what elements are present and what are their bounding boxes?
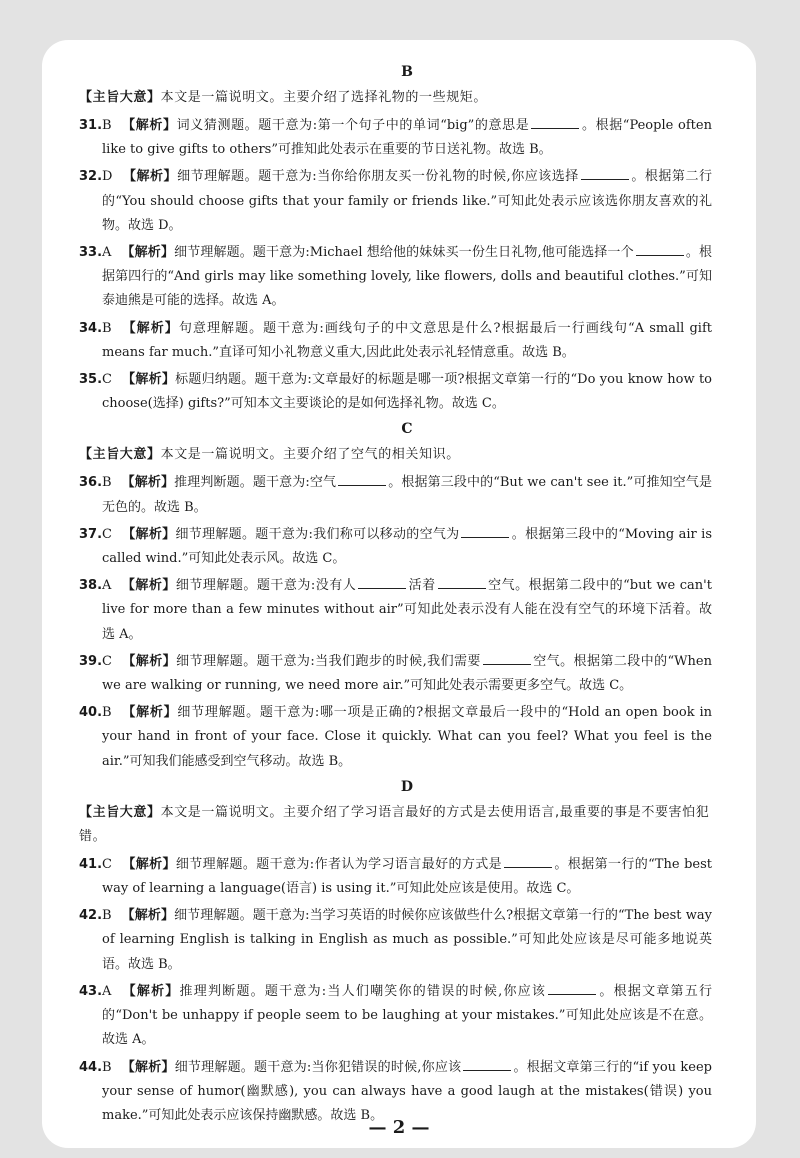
question-number: 44.	[79, 1059, 103, 1075]
analysis-text: 细节理解题。题干意为:我们称可以移动的空气为	[175, 526, 460, 542]
question-number: 40.	[79, 705, 103, 721]
analysis-text: 句意理解题。题干意为:画线句子的中文意思是什么?根据最后一行画线句“A small gift means far much.”直译可知小礼物意义重大,因此此处表示礼轻情意重。故选 B。	[102, 320, 712, 360]
answer-blank	[338, 473, 386, 486]
answer-letter: D	[102, 169, 113, 185]
analysis-text: 标题归纳题。题干意为:文章最好的标题是哪一项?根据文章第一行的“Do you know how to choose(选择) gifts?”可知本文主要谈论的是如何选择礼物。故选 C。	[102, 372, 712, 412]
question-41	[79, 853, 712, 901]
summary-tag: 【主旨大意】	[79, 447, 161, 463]
question-32	[79, 165, 712, 238]
analysis-text: 细节理解题。题干意为:当你给你朋友买一份礼物的时候,你应该选择	[177, 169, 579, 185]
answer-letter: C	[102, 856, 112, 872]
answer-blank	[531, 116, 579, 129]
answer-blank	[461, 525, 509, 538]
analysis-text: 词义猜测题。题干意为:第一个句子中的单词“big”的意思是	[176, 118, 530, 133]
question-number: 31.	[79, 118, 103, 133]
page-number: — 2 —	[368, 1117, 430, 1138]
question-number: 32.	[79, 169, 103, 185]
summary-text: 本文是一篇说明文。主要介绍了空气的相关知识。	[160, 447, 460, 463]
answer-blank	[504, 855, 552, 868]
answer-blank	[581, 167, 629, 180]
question-number: 38.	[79, 578, 103, 594]
analysis-text-cont: 空气。根据第二段中的“When we are walking or running, we need more air.”可知此处表示需要更多空气。故选 C。	[102, 653, 712, 694]
question-number: 42.	[79, 908, 103, 924]
section-letter-b: B	[401, 64, 413, 80]
question-43	[79, 980, 712, 1053]
analysis-text: 推理判断题。题干意为:空气	[174, 475, 337, 491]
question-33	[79, 241, 712, 314]
question-40	[79, 701, 712, 774]
analysis-tag: 【解析】	[121, 526, 176, 542]
answer-letter: B	[102, 118, 112, 133]
analysis-text-cont: 。根据第二行的“You should choose gifts that your family or friends like.”可知此处表示应该选你朋友喜欢的礼物。故选 D。	[102, 169, 712, 233]
answer-letter: C	[102, 653, 112, 669]
question-31	[79, 114, 712, 162]
analysis-text-cont: 。根据第一行的“The best way of learning a language(语言) is using it.”可知此处应该是使用。故选 C。	[102, 856, 712, 897]
analysis-text: 细节理解题。题干意为:当你犯错误的时候,你应该	[174, 1059, 462, 1075]
analysis-text-cont: 。根据第三段中的“Moving air is called wind.”可知此处表示风。故选 C。	[102, 526, 712, 567]
analysis-text-mid: 活着	[408, 578, 436, 594]
question-38	[79, 574, 712, 647]
analysis-tag: 【解析】	[122, 169, 178, 185]
section-letter-c: C	[401, 421, 413, 438]
analysis-tag: 【解析】	[121, 372, 176, 388]
answer-blank	[548, 982, 596, 995]
answer-letter: B	[102, 705, 112, 721]
answer-letter: B	[102, 908, 112, 924]
answer-blank	[483, 652, 531, 665]
summary-d	[79, 801, 712, 849]
analysis-tag: 【解析】	[121, 475, 175, 491]
summary-text: 本文是一篇说明文。主要介绍了选择礼物的一些规矩。	[160, 90, 488, 105]
question-number: 34.	[79, 320, 103, 336]
analysis-text: 细节理解题。题干意为:哪一项是正确的?根据文章最后一段中的“Hold an open book in your hand in front of your face. Close it quickly. What can you feel? What you feel is the air.”可知我们能感受到空气移动。故选 B。	[102, 705, 712, 769]
answer-key-page	[42, 40, 756, 1148]
analysis-tag: 【解析】	[121, 983, 180, 999]
question-number: 41.	[79, 856, 103, 872]
analysis-text-cont: 。根据文章第三行的“if you keep your sense of humor(幽默感), you can always have a good laugh at the mistakes(错误) you make.”可知此处表示应该保持幽默感。故选 B。	[102, 1059, 712, 1123]
analysis-text: 细节理解题。题干意为:当我们跑步的时候,我们需要	[176, 653, 481, 669]
summary-b	[79, 86, 712, 110]
summary-c	[79, 443, 712, 467]
question-number: 33.	[79, 245, 103, 261]
analysis-tag: 【解析】	[121, 705, 178, 721]
answer-letter: A	[102, 245, 112, 261]
answer-blank	[463, 1058, 511, 1071]
analysis-tag: 【解析】	[121, 245, 175, 261]
analysis-tag: 【解析】	[121, 578, 176, 594]
analysis-tag: 【解析】	[121, 908, 175, 924]
analysis-tag: 【解析】	[121, 1059, 175, 1075]
answer-blank	[438, 576, 486, 589]
analysis-text: 推理判断题。题干意为:当人们嘲笑你的错误的时候,你应该	[179, 983, 547, 999]
question-39	[79, 650, 712, 698]
answer-blank	[636, 243, 684, 256]
question-36	[79, 471, 712, 519]
section-letter-d: D	[400, 778, 414, 795]
answer-letter: A	[102, 578, 112, 594]
analysis-tag: 【解析】	[121, 856, 176, 872]
summary-tag: 【主旨大意】	[79, 804, 161, 820]
answer-blank	[358, 576, 406, 589]
summary-tag: 【主旨大意】	[79, 90, 161, 105]
question-number: 43.	[79, 983, 103, 999]
answer-letter: C	[102, 372, 112, 388]
analysis-text-cont: 空气。根据第二段中的“but we can't live for more than a few minutes without air”可知此处表示没有人能在没有空气的环境下活着。故选 A。	[102, 578, 712, 642]
question-37	[79, 523, 712, 571]
analysis-tag: 【解析】	[121, 320, 179, 336]
analysis-text: 细节理解题。题干意为:作者认为学习语言最好的方式是	[175, 856, 503, 872]
answer-letter: C	[102, 526, 112, 542]
analysis-text: 细节理解题。题干意为:Michael 想给他的妹妹买一份生日礼物,他可能选择一个	[174, 245, 634, 261]
analysis-text-cont: 。根据文章第五行的“Don't be unhappy if people seem to be laughing at your mistakes.”可知此处应该是不在意。故选 A。	[102, 983, 712, 1048]
analysis-text: 细节理解题。题干意为:当学习英语的时候你应该做些什么?根据文章第一行的“The best way of learning English is talking in English as much as possible.”可知此处应该是尽可能多地说英语。故选 B。	[102, 908, 712, 972]
question-34	[79, 317, 712, 365]
answer-letter: B	[102, 1059, 112, 1075]
summary-text: 本文是一篇说明文。主要介绍了学习语言最好的方式是去使用语言,最重要的事是不要害怕犯错。	[79, 804, 710, 844]
question-number: 35.	[79, 372, 103, 388]
question-number: 37.	[79, 526, 103, 542]
analysis-text-cont: 。根据第三段中的“But we can't see it.”可推知空气是无色的。故选 B。	[102, 475, 712, 515]
answer-letter: A	[102, 983, 112, 999]
question-number: 39.	[79, 653, 103, 669]
analysis-tag: 【解析】	[121, 118, 177, 133]
answer-letter: B	[102, 320, 112, 336]
question-35	[79, 368, 712, 416]
question-number: 36.	[79, 475, 103, 491]
analysis-tag: 【解析】	[121, 653, 177, 669]
question-42	[79, 904, 712, 977]
analysis-text-cont: 。根据第四行的“And girls may like something lovely, like flowers, dolls and beautiful clothes.”可知泰迪熊是可能的选择。故选 A。	[102, 245, 712, 309]
answer-letter: B	[102, 475, 112, 491]
analysis-text-cont: 。根据“People often like to give gifts to others”可推知此处表示在重要的节日送礼物。故选 B。	[102, 118, 712, 158]
analysis-text: 细节理解题。题干意为:没有人	[175, 578, 357, 594]
